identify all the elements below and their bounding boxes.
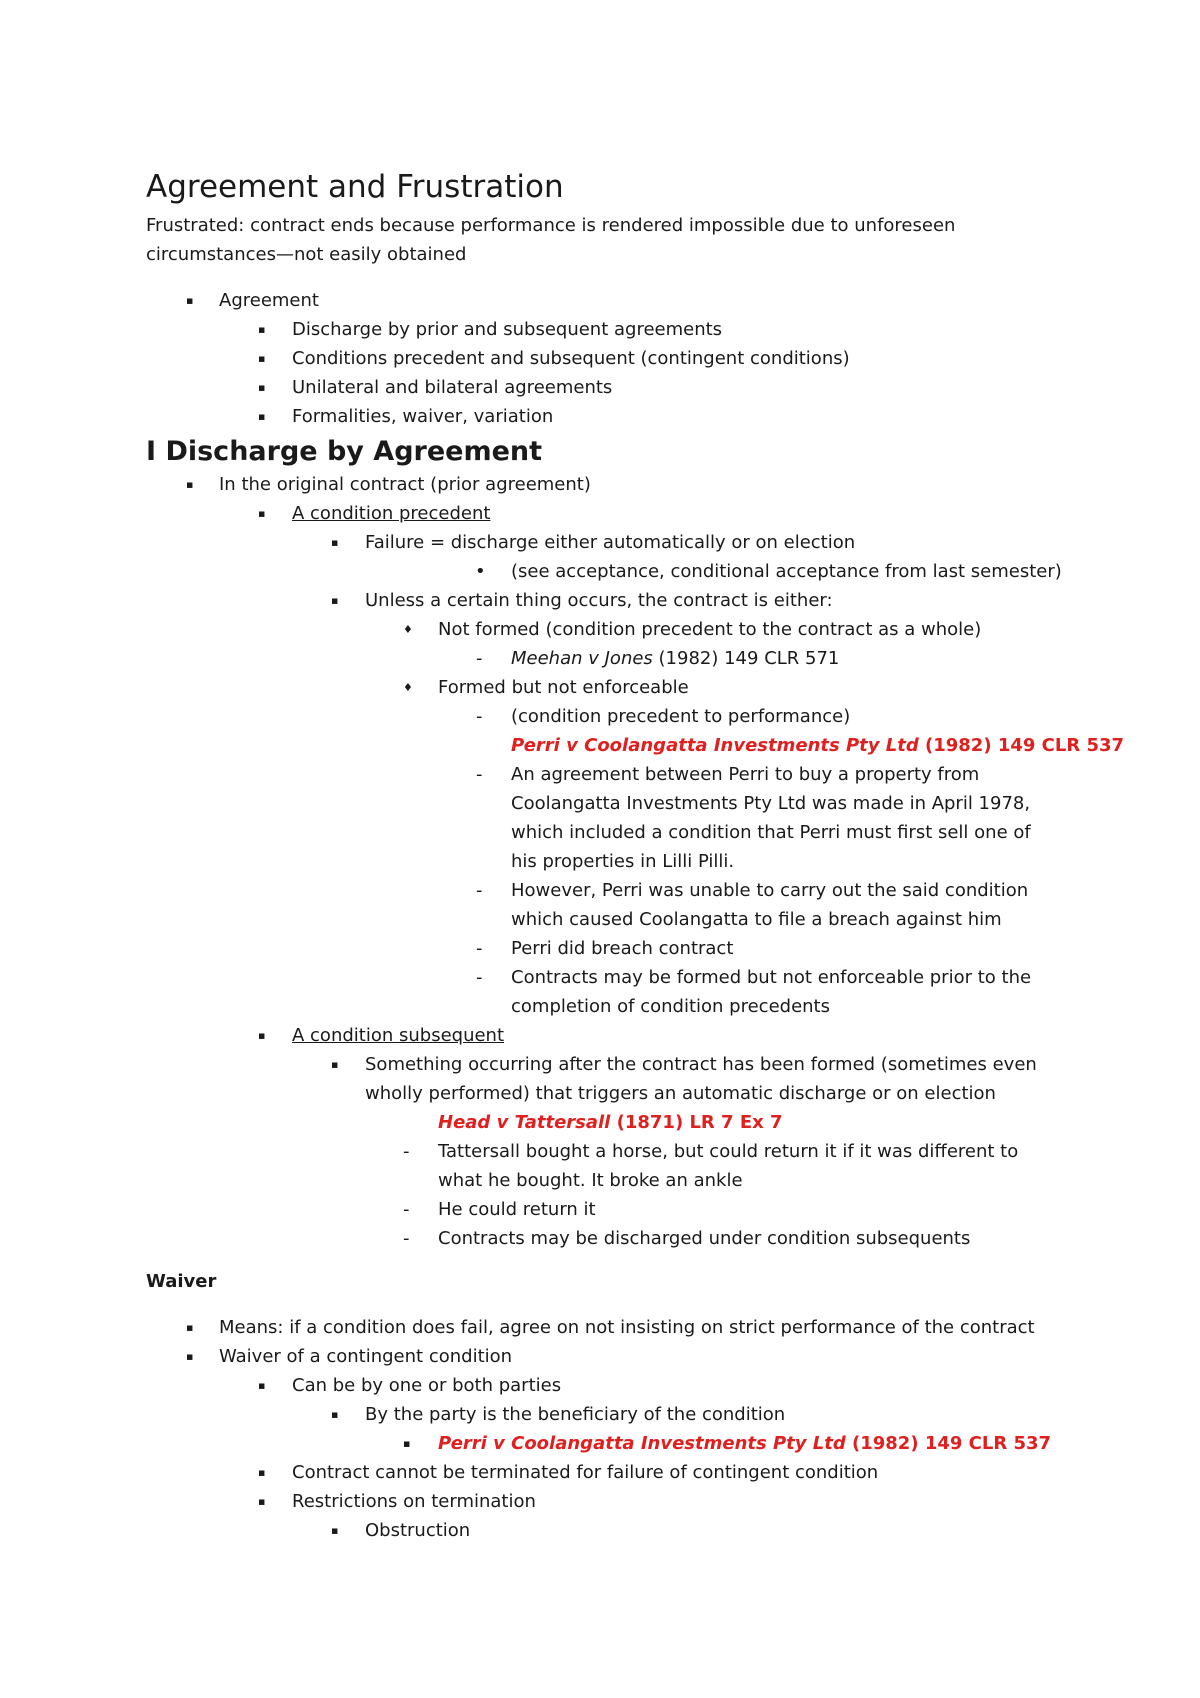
dash-bullet-icon: - [476, 706, 483, 727]
square-bullet-icon: ▪ [331, 1524, 339, 1537]
diamond-bullet-icon: ♦ [403, 623, 413, 636]
square-bullet-icon: ▪ [258, 352, 266, 365]
list-item: Obstruction [365, 1520, 471, 1541]
case-name: Meehan v Jones [511, 648, 653, 669]
list-item: Waiver of a contingent condition [219, 1346, 513, 1367]
list-item: Conditions precedent and subsequent (contingent conditions) [292, 348, 850, 369]
case-facts-line: An agreement between Perri to buy a property from [511, 764, 980, 785]
square-bullet-icon: ▪ [186, 1321, 194, 1334]
case-facts-line: which included a condition that Perri must first sell one of [511, 822, 1031, 843]
square-bullet-icon: ▪ [331, 1058, 339, 1071]
dash-bullet-icon: - [476, 880, 483, 901]
list-item: By the party is the beneficiary of the condition [365, 1404, 786, 1425]
bullet-dot-icon: • [475, 561, 486, 582]
diamond-bullet-icon: ♦ [403, 681, 413, 694]
case-cite: (1982) 149 CLR 537 [845, 1433, 1052, 1454]
list-item: (condition precedent to performance) [511, 706, 851, 727]
case-name: Head v Tattersall [438, 1112, 611, 1133]
list-item: Formalities, waiver, variation [292, 406, 554, 427]
case-cite: (1982) 149 CLR 571 [652, 648, 840, 669]
case-cite: (1982) 149 CLR 537 [918, 735, 1125, 756]
case-name: Perri v Coolangatta Investments Pty Ltd [511, 735, 919, 756]
case-facts-line: his properties in Lilli Pilli. [511, 851, 735, 872]
square-bullet-icon: ▪ [331, 594, 339, 607]
list-item: Formed but not enforceable [438, 677, 689, 698]
case-name: Perri v Coolangatta Investments Pty Ltd [438, 1433, 846, 1454]
square-bullet-icon: ▪ [186, 294, 194, 307]
dash-bullet-icon: - [403, 1228, 410, 1249]
subheading-condition-subsequent: A condition subsequent [292, 1025, 505, 1046]
case-facts-line: Contracts may be discharged under condition subsequents [438, 1228, 971, 1249]
case-citation [511, 731, 1124, 760]
square-bullet-icon: ▪ [331, 1408, 339, 1421]
dash-bullet-icon: - [476, 938, 483, 959]
list-item: Discharge by prior and subsequent agreements [292, 319, 723, 340]
dash-bullet-icon: - [476, 967, 483, 988]
list-item: In the original contract (prior agreement) [219, 474, 591, 495]
list-item: Restrictions on termination [292, 1491, 536, 1512]
dash-bullet-icon: - [476, 648, 483, 669]
square-bullet-icon: ▪ [258, 1466, 266, 1479]
case-facts-line: what he bought. It broke an ankle [438, 1170, 743, 1191]
square-bullet-icon: ▪ [258, 507, 266, 520]
case-citation [511, 644, 839, 673]
case-facts-line: Perri did breach contract [511, 938, 734, 959]
case-facts-line: Contracts may be formed but not enforceable prior to the [511, 967, 1032, 988]
subheading-condition-precedent: A condition precedent [292, 503, 491, 524]
list-item-agreement: Agreement [219, 290, 319, 311]
case-citation [438, 1108, 783, 1137]
square-bullet-icon: ▪ [258, 1379, 266, 1392]
case-facts-line: which caused Coolangatta to file a breach against him [511, 909, 1002, 930]
section-heading: I Discharge by Agreement [146, 436, 543, 467]
list-item: Contract cannot be terminated for failure of contingent condition [292, 1462, 879, 1483]
case-facts-line: completion of condition precedents [511, 996, 830, 1017]
list-item: Can be by one or both parties [292, 1375, 562, 1396]
list-item: Failure = discharge either automatically or on election [365, 532, 856, 553]
square-bullet-icon: ▪ [403, 1437, 411, 1450]
square-bullet-icon: ▪ [258, 323, 266, 336]
case-cite: (1871) LR 7 Ex 7 [610, 1112, 783, 1133]
list-item: (see acceptance, conditional acceptance from last semester) [511, 561, 1062, 582]
case-facts-line: He could return it [438, 1199, 596, 1220]
square-bullet-icon: ▪ [186, 478, 194, 491]
intro-line-2: circumstances—not easily obtained [146, 244, 467, 265]
list-item: Means: if a condition does fail, agree on not insisting on strict performance of the contract [219, 1317, 1035, 1338]
dash-bullet-icon: - [476, 764, 483, 785]
list-item: Not formed (condition precedent to the contract as a whole) [438, 619, 982, 640]
dash-bullet-icon: - [403, 1141, 410, 1162]
square-bullet-icon: ▪ [258, 381, 266, 394]
case-citation [438, 1429, 1051, 1458]
list-item: Unless a certain thing occurs, the contract is either: [365, 590, 833, 611]
case-facts-line: Coolangatta Investments Pty Ltd was made in April 1978, [511, 793, 1031, 814]
intro-line-1: Frustrated: contract ends because performance is rendered impossible due to unforeseen [146, 215, 956, 236]
waiver-heading: Waiver [146, 1271, 217, 1292]
square-bullet-icon: ▪ [331, 536, 339, 549]
square-bullet-icon: ▪ [258, 1495, 266, 1508]
square-bullet-icon: ▪ [258, 1029, 266, 1042]
square-bullet-icon: ▪ [186, 1350, 194, 1363]
list-item: Something occurring after the contract has been formed (sometimes even [365, 1054, 1037, 1075]
case-facts-line: Tattersall bought a horse, but could return it if it was different to [438, 1141, 1019, 1162]
list-item: Unilateral and bilateral agreements [292, 377, 613, 398]
case-facts-line: However, Perri was unable to carry out the said condition [511, 880, 1029, 901]
list-item: wholly performed) that triggers an automatic discharge or on election [365, 1083, 996, 1104]
square-bullet-icon: ▪ [258, 410, 266, 423]
dash-bullet-icon: - [403, 1199, 410, 1220]
page-title: Agreement and Frustration [146, 169, 564, 205]
